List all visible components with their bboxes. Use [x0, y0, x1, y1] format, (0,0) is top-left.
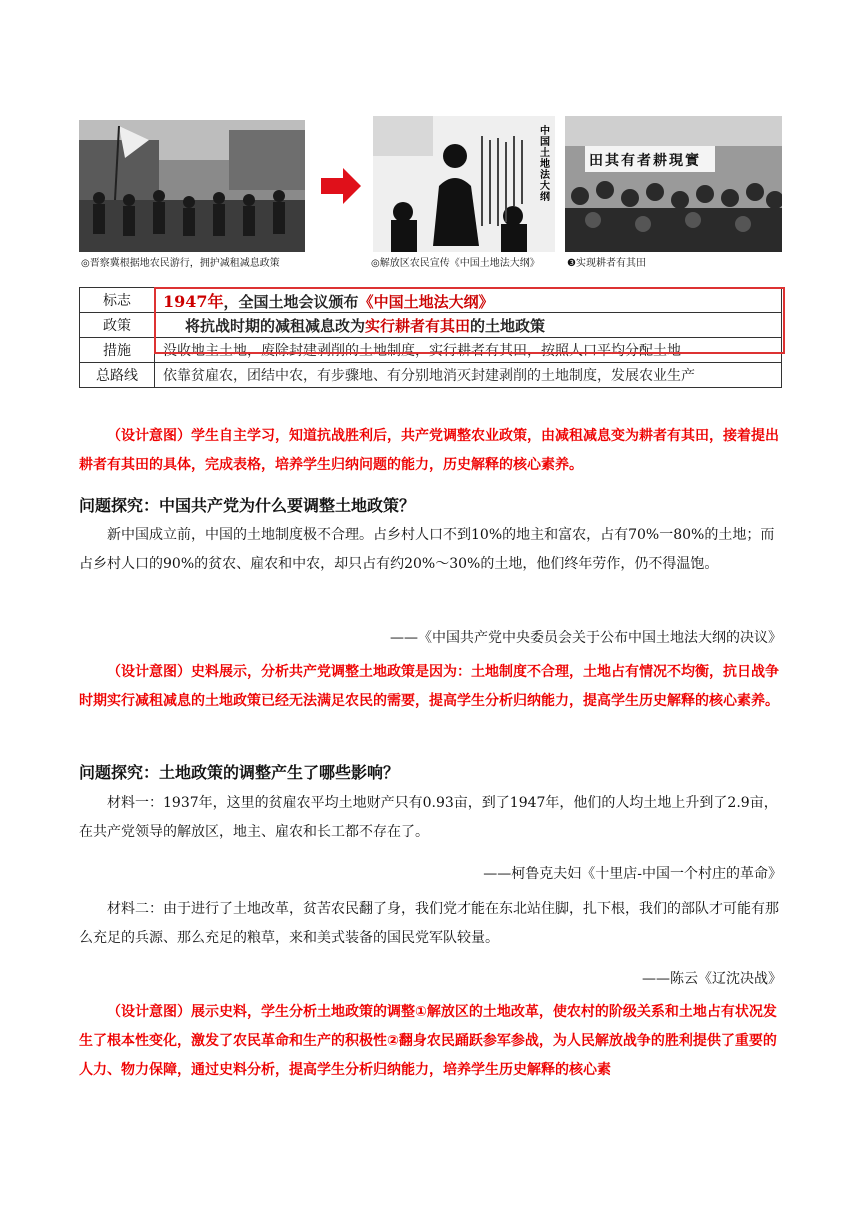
propaganda-image [373, 116, 555, 252]
parade-image [79, 120, 305, 252]
row-label: 总路线 [80, 363, 155, 388]
question-heading-1: 问题探究：中国共产党为什么要调整土地政策？ [79, 496, 416, 515]
table-row [80, 363, 782, 388]
photo-peasant-parade [79, 120, 305, 252]
material-quote-2: 材料一：1937年，这里的贫雇农平均土地财产只有0.93亩，到了1947年，他们的人均土地上升到了2.9亩，在共产党领导的解放区，地主、雇农和长工都不存在了。 [79, 795, 778, 840]
photo-banner-text: 田其有者耕現實 [589, 153, 701, 169]
source-citation-3: ——陈云《辽沈决战》 [642, 971, 782, 987]
design-intent-1: （设计意图）学生自主学习，知道抗战胜利后，共产党调整农业政策，由减租减息变为耕者有其田，接着提出耕者有其田的具体，完成表格，培养学生归纳问题的能力，历史解释的核心素养。 [79, 428, 779, 473]
law-title: 《中国土地法大纲》 [358, 292, 494, 311]
design-intent-2: （设计意图）史料展示，分析共产党调整土地政策是因为：土地制度不合理，土地占有情况不均衡，抗日战争时期实行减租减息的土地政策已经无法满足农民的需要，提高学生分析归纳能力，提高学生历史解释的核心素养。 [79, 664, 779, 709]
question-heading-2: 问题探究：土地政策的调整产生了哪些影响？ [79, 763, 400, 782]
arrow-right-icon [321, 166, 361, 206]
policy-pre: 将抗战时期的减租减息改为 [185, 316, 366, 335]
row-label: 政策 [80, 313, 155, 338]
photo-caption-2: ◎解放区农民宣传《中国土地法大纲》 [371, 258, 540, 269]
policy-highlight: 实行耕者有其田 [365, 316, 471, 335]
row-label: 措施 [80, 338, 155, 363]
photo-inner-title: 中国土地法大纲 [540, 126, 550, 203]
row-value: 没收地主土地，废除封建剥削的土地制度，实行耕者有其田，按照人口平均分配土地 [155, 338, 782, 363]
row-label: 标志 [80, 288, 155, 313]
material-quote-1: 新中国成立前，中国的土地制度极不合理。占乡村人口不到10%的地主和富农，占有70%一80%的土地；而占乡村人口的90%的贫农、雇农和中农，却只占有约20%～30%的土地，他们终年劳作，仍不得温饱。 [79, 527, 775, 572]
design-intent-3: （设计意图）展示史料，学生分析土地政策的调整①解放区的土地改革，使农村的阶级关系和土地占有状况发生了根本性变化，激发了农民革命和生产的积极性②翻身农民踊跃参军参战，为人民解放战争的胜利提供了重要的人力、物力保障，通过史料分析，提高学生分析归纳能力，培养学生历史解释的核心素 [79, 1004, 777, 1078]
material-quote-3: 材料二：由于进行了土地改革，贫苦农民翻了身，我们党才能在东北站住脚，扎下根，我们的部队才可能有那么充足的兵源、那么充足的粮草，来和美式装备的国民党军队较量。 [79, 901, 779, 946]
highlight-box [154, 287, 785, 354]
source-citation-2: ——柯鲁克夫妇《十里店-中国一个村庄的革命》 [483, 866, 782, 882]
crowd-image [565, 116, 782, 252]
row-value: 依靠贫雇农，团结中农，有步骤地、有分别地消灭封建剥削的土地制度，发展农业生产 [155, 363, 782, 388]
year-text: 1947年 [163, 291, 224, 311]
photo-strip [79, 116, 782, 268]
photo-land-law-propaganda [373, 116, 555, 252]
photo-land-to-tiller [565, 116, 782, 252]
policy-post: 的土地政策 [470, 316, 546, 335]
conference-text: ，全国土地会议颁布 [223, 292, 359, 311]
source-citation-1: ——《中国共产党中央委员会关于公布中国土地法大纲的决议》 [390, 630, 782, 646]
photo-caption-3: ❸实现耕者有其田 [567, 258, 646, 269]
photo-caption-1: ◎晋察冀根据地农民游行，拥护减租减息政策 [81, 258, 280, 269]
